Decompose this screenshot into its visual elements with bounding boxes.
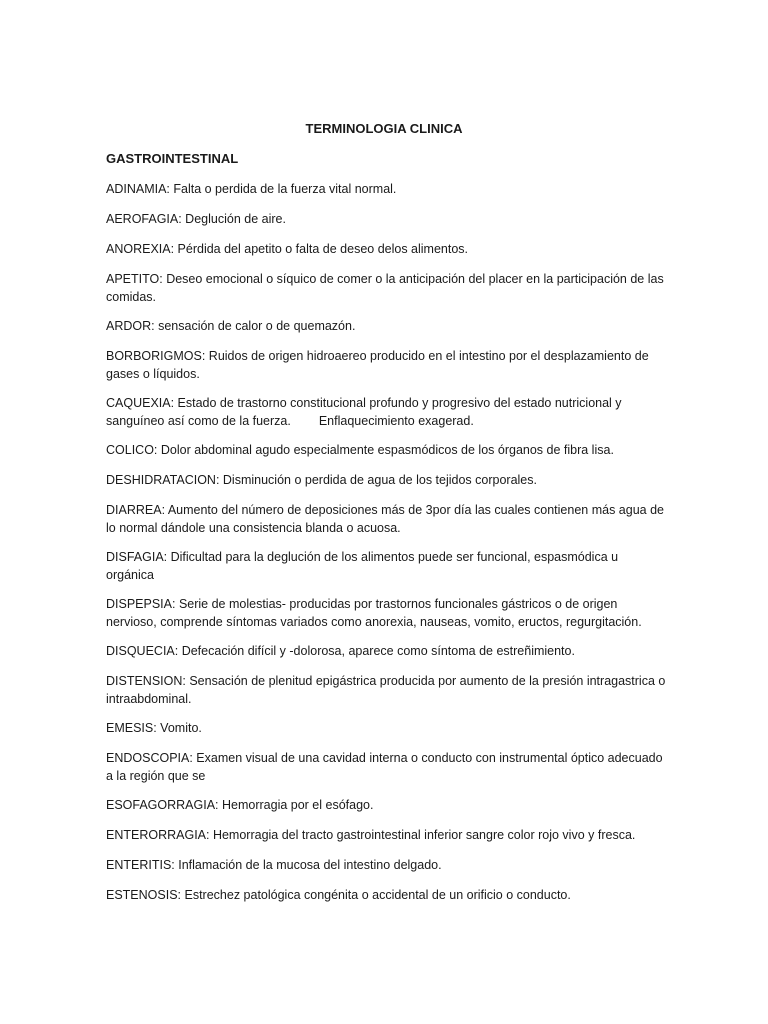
document-title: TERMINOLOGIA CLINICA <box>305 121 463 136</box>
term-entry-borborigmos: BORBORIGMOS: Ruidos de origen hidroaereo producido en el intestino por el desplazamiento de gases o líquidos. <box>106 349 649 381</box>
term-entry-colico: COLICO: Dolor abdominal agudo especialmente espasmódicos de los órganos de fibra lisa. <box>106 443 614 457</box>
term-entry-diarrea: DIARREA: Aumento del número de deposiciones más de 3por día las cuales contienen más agua de lo normal dándole una consistencia blanda o acuosa. <box>106 503 664 535</box>
term-entry-adinamia: ADINAMIA: Falta o perdida de la fuerza vital normal. <box>106 182 397 196</box>
term-entry-anorexia: ANOREXIA: Pérdida del apetito o falta de deseo delos alimentos. <box>106 242 469 256</box>
term-entry-deshidratacion: DESHIDRATACION: Disminución o perdida de agua de los tejidos corporales. <box>106 473 537 487</box>
term-entry-caquexia-text: CAQUEXIA: Estado de trastorno constitucional profundo y progresivo del estado nutricional y sanguíneo así como de la fuerza. <box>106 396 622 428</box>
term-entry-enterorragia: ENTERORRAGIA: Hemorragia del tracto gastrointestinal inferior sangre color rojo vivo y fresca. <box>106 828 636 842</box>
term-entry-estenosis: ESTENOSIS: Estrechez patológica congénita o accidental de un orificio o conducto. <box>106 888 571 902</box>
term-entry-enteritis: ENTERITIS: Inflamación de la mucosa del intestino delgado. <box>106 858 442 872</box>
term-entry-distension: DISTENSION: Sensación de plenitud epigástrica producida por aumento de la presión intragastrica o intraabdominal. <box>106 674 666 706</box>
term-entry-caquexia-addendum: Enflaquecimiento exagerad. <box>318 414 474 428</box>
term-entry-aerofagia: AEROFAGIA: Deglución de aire. <box>106 212 286 226</box>
term-entry-apetito: APETITO: Deseo emocional o síquico de comer o la anticipación del placer en la participación de las comidas. <box>106 272 664 304</box>
term-entry-ardor: ARDOR: sensación de calor o de quemazón. <box>106 319 356 333</box>
term-entry-disquecia: DISQUECIA: Defecación difícil y -dolorosa, aparece como síntoma de estreñimiento. <box>106 644 575 658</box>
section-heading: GASTROINTESTINAL <box>106 151 239 166</box>
term-entry-disfagia: DISFAGIA: Dificultad para la deglución de los alimentos puede ser funcional, espasmódica u orgánica <box>106 550 619 582</box>
term-entry-caquexia <box>106 394 666 430</box>
term-entry-esofagorragia: ESOFAGORRAGIA: Hemorragia por el esófago. <box>106 798 374 812</box>
term-entry-dispepsia: DISPEPSIA: Serie de molestias- producidas por trastornos funcionales gástricos o de origen nervioso, comprende síntomas variados como anorexia, nauseas, vomito, eructos, regurgitación. <box>106 597 642 629</box>
term-entry-endoscopia: ENDOSCOPIA: Examen visual de una cavidad interna o conducto con instrumental óptico adecuado a la región que se <box>106 751 663 783</box>
term-entry-emesis: EMESIS: Vomito. <box>106 721 202 735</box>
